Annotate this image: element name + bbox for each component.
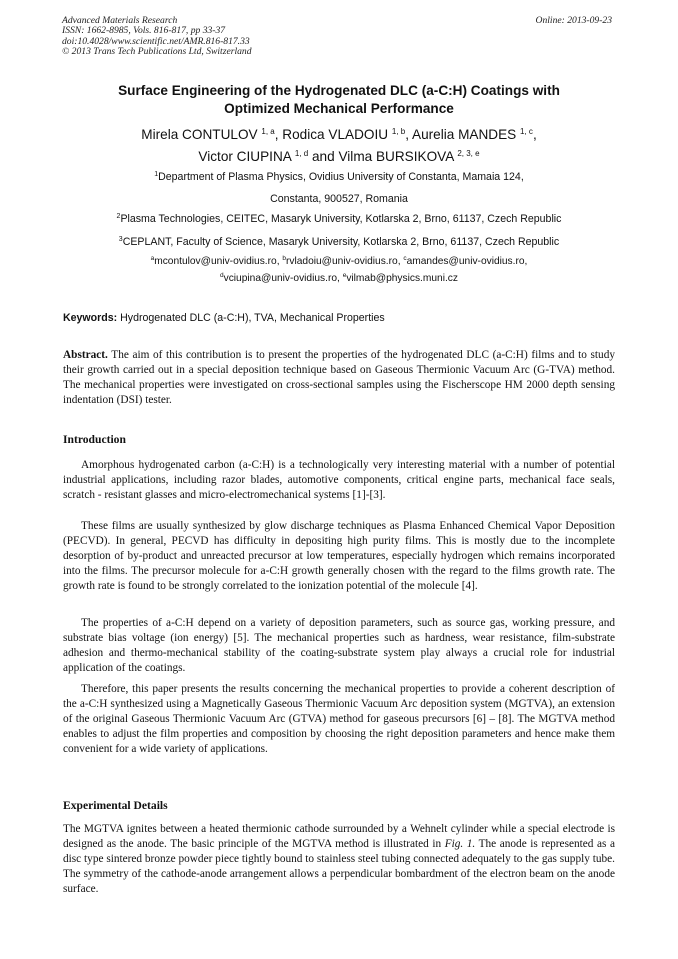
affiliation-1 [50, 168, 628, 206]
issn-line: ISSN: 1662-8985, Vols. 816-817, pp 33-37 [62, 25, 226, 37]
journal-name: Advanced Materials Research [62, 15, 178, 26]
title-line-2: Optimized Mechanical Performance [224, 101, 454, 116]
abstract-label: Abstract. [63, 349, 108, 361]
author-line-1: Mirela CONTULOV $^{1, a}$, Rodica VLADOIU $^{1, b}$, Aurelia MANDES $^{1, c}$, [141, 127, 537, 142]
intro-paragraph-2: These films are usually synthesized by glow discharge techniques as Plasma Enhanced Chemical Vapor Deposition (PECVD). In general, PECVD has difficulty in depositing high purity films. This is mostly due to the incomplete desorption of by-product and unreacted precursor at low temperatures, especially hydrogen which remains incorporated into the films. The precursor molecule for a-C:H growth generally chosen with the regard to the films growth rate. The growth rate is found to be strongly correlated to the ionization potential of the molecule [4]. [63, 520, 615, 593]
email-link[interactable]: vciupina@univ-ovidius.ro [223, 272, 338, 284]
email-link[interactable]: mcontulov@univ-ovidius.ro [154, 256, 277, 267]
affiliation-text: CEPLANT, Faculty of Science, Masaryk University, Kotlarska 2, Brno, 61137, Czech Republic [122, 236, 560, 248]
doi-line: doi:10.4028/www.scientific.net/AMR.816-817.33 [62, 35, 250, 47]
author-name: Rodica VLADOIU [282, 127, 389, 142]
figure-reference-link[interactable]: Fig. 1. [444, 838, 476, 851]
author-list [60, 122, 618, 166]
intro-paragraph-3: The properties of a-C:H depend on a variety of deposition parameters, such as source gas, working pressure, and substrate bias voltage (ion energy) [5]. The mechanical properties such as hardness, wear resistance, film-substrate adhesion and thermo-mechanical stability of the coating-substrate system play always a crucial role for industrial application of the coatings. [63, 617, 615, 675]
abstract-text: The aim of this contribution is to present the properties of the hydrogenated DLC (a-C:H) films and to study their growth carried out in a special deposition technique based on Gaseous Thermionic Vacuum Arc (G-TVA) method. The mechanical properties were investigated on cross-sectional samples using the Fischerscope HM 2000 depth sensing indentation (DSI) tester. [63, 349, 615, 407]
author-sup: 1, b [391, 127, 406, 136]
affiliation-text: Constanta, 900527, Romania [270, 193, 408, 205]
affiliation-sup: 1 [154, 171, 159, 178]
journal-metadata [62, 16, 252, 57]
abstract [63, 348, 615, 408]
email-link[interactable]: rvladoiu@univ-ovidius.ro [285, 256, 398, 267]
email-link[interactable]: amandes@univ-ovidius.ro [406, 256, 525, 267]
affiliation-sup: 2 [116, 213, 121, 220]
affiliation-sup: 3 [118, 236, 123, 243]
author-emails: $^a$mcontulov@univ-ovidius.ro, $^b$rvladoiu@univ-ovidius.ro, $^c$amandes@univ-ovidius.ro, $^d$vciupina@univ-ovidius.ro, $^e$vilmab@physics.muni.cz [150, 255, 528, 284]
online-date: Online: 2013-09-23 [535, 15, 612, 26]
author-name: Victor CIUPINA [198, 149, 292, 164]
author-name: Mirela CONTULOV [141, 127, 258, 142]
affiliation-2 [50, 210, 628, 226]
keywords-text: Hydrogenated DLC (a-C:H), TVA, Mechanical Properties [120, 312, 385, 324]
intro-paragraph-4: Therefore, this paper presents the results concerning the mechanical properties to provide a coherent description of the a-C:H synthesized using a Magnetically Gaseous Thermionic Vacuum Arc deposition system (MGTVA), an extension of the original Gaseous Thermionic Vacuum Arc (GTVA) method for gaseous precursors [6] – [8]. The MGTVA method enables to adjust the film properties and composition by choosing the right deposition parameters and hence make them convenient for a wide variety of applications. [63, 683, 615, 756]
author-sup: 1, d [294, 149, 309, 158]
author-line-2 [60, 144, 618, 166]
author-sup: 1, c [520, 127, 533, 136]
title-line-1: Surface Engineering of the Hydrogenated DLC (a-C:H) Coatings with [118, 83, 560, 98]
paper-title [60, 82, 618, 118]
introduction-heading: Introduction [63, 433, 126, 446]
affiliation-3 [50, 233, 628, 249]
affiliation-text: Department of Plasma Physics, Ovidius University of Constanta, Mamaia 124, [158, 171, 524, 183]
copyright-line: © 2013 Trans Tech Publications Ltd, Switzerland [62, 45, 252, 57]
keywords-label: Keywords: [63, 312, 118, 324]
author-sup: 2, 3, e [457, 149, 480, 158]
author-conjunction: and [311, 149, 335, 164]
author-name: Aurelia MANDES [412, 127, 517, 142]
author-name: Vilma BURSIKOVA [338, 149, 454, 164]
email-link[interactable]: vilmab@physics.muni.cz [346, 272, 458, 284]
keywords [63, 311, 615, 325]
author-sup: 1, a [261, 127, 275, 136]
experimental-paragraph-1: The MGTVA ignites between a heated thermionic cathode surrounded by a Wehnelt cylinder while a special electrode is designed as the anode. The basic principle of the MGTVA method is illustrated in Fig. 1. The anode is represented as a disc type sintered bronze powder piece tightly bound to stainless steel tubing connected adequately to the gas supply tube. The symmetry of the cathode-anode arrangement allows a perpendicular bombardment of the electron beam on the anode surface. [63, 823, 615, 896]
affiliation-text: Plasma Technologies, CEITEC, Masaryk University, Kotlarska 2, Brno, 61137, Czech Republic [120, 213, 562, 225]
experimental-heading: Experimental Details [63, 799, 168, 812]
intro-paragraph-1: Amorphous hydrogenated carbon (a-C:H) is a technologically very interesting material with a number of potential industrial applications, including razor blades, automotive components, critical engine parts, mechanical face seals, scratch - resistant glasses and micro-electromechanical systems [1]-[3]. [63, 459, 615, 502]
